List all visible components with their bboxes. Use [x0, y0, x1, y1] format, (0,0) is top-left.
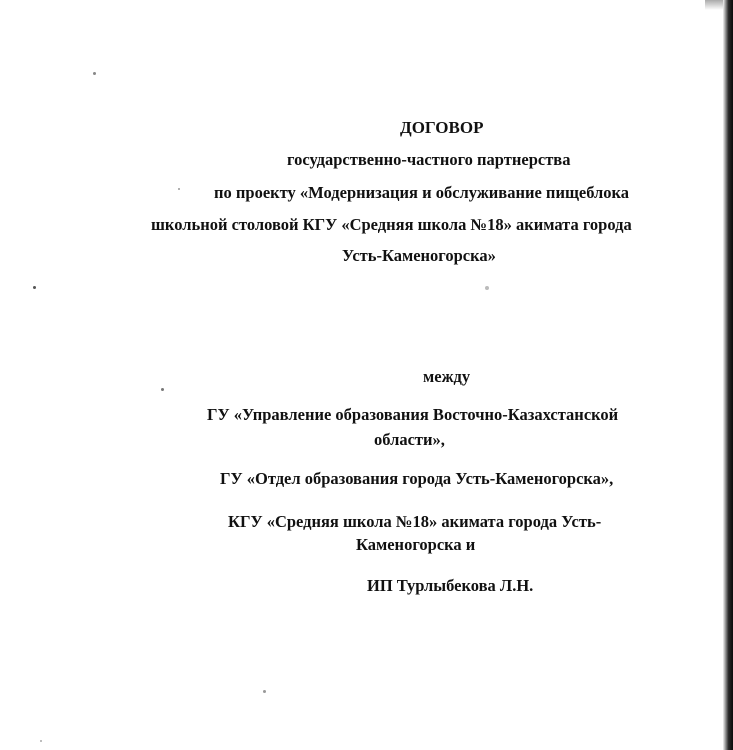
subtitle-line-2: по проекту «Модернизация и обслуживание пищеблока — [214, 183, 630, 202]
subtitle-line-4: Усть-Каменогорска» — [342, 246, 496, 265]
scan-speck — [178, 188, 180, 190]
party-1-line-1: ГУ «Управление образования Восточно-Казахстанской — [207, 405, 619, 424]
scan-speck — [263, 690, 266, 693]
subtitle-line-1: государственно-частного партнерства — [287, 150, 571, 169]
party-3-line-1: КГУ «Средняя школа №18» акимата города Усть- — [228, 512, 602, 531]
scan-corner-shadow — [705, 0, 723, 10]
party-3-line-2: Каменогорска и — [356, 535, 476, 554]
scan-speck — [161, 388, 164, 391]
scan-speck — [485, 286, 489, 290]
scan-speck — [40, 740, 42, 742]
scan-speck — [33, 286, 36, 289]
scan-speck — [93, 72, 96, 75]
party-4-line-1: ИП Турлыбекова Л.Н. — [367, 576, 534, 595]
party-2-line-1: ГУ «Отдел образования города Усть-Каменогорска», — [220, 469, 614, 488]
document-title: ДОГОВОР — [400, 118, 484, 137]
subtitle-line-3: школьной столовой КГУ «Средняя школа №18» акимата города — [151, 215, 632, 234]
scan-edge-shadow — [723, 0, 733, 750]
between-label: между — [423, 367, 471, 386]
party-1-line-2: области», — [374, 430, 445, 449]
